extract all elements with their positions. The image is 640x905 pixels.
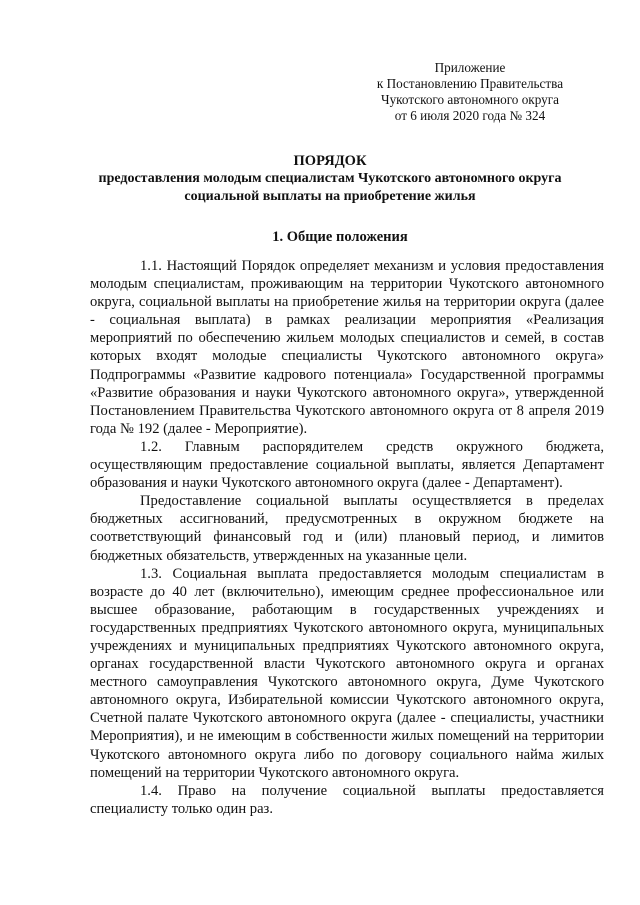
annex-line-1: Приложение [434, 60, 506, 75]
paragraph-1-4: 1.4. Право на получение социальной выплаты предоставляется специалисту только один раз. [90, 782, 604, 817]
paragraph-1-1: 1.1. Настоящий Порядок определяет механизм и условия предоставления молодым специалистам, проживающим на территории Чукотского автономного округа, социальной выплаты на приобретение жилья на территории округа (далее - социальная выплата) в рамках реализации мероприятия «Реализация мероприятий по обеспечению жильем молодых специалистов и семей, в состав которых входят молодые специалисты Чукотского автономного округа» Подпрограммы «Развитие кадрового потенциала» Государственной программы «Развитие образования и науки Чукотского автономного округа», утвержденной Постановлением Правительства Чукотского автономного округа от 8 апреля 2019 года № 192 (далее - Мероприятие). [90, 258, 604, 437]
title-main: ПОРЯДОК [293, 153, 367, 169]
title-subtitle: предоставления молодым специалистам Чукотского автономного округа социальной выплаты на приобретение жилья [98, 171, 562, 204]
annex-line-3: Чукотского автономного округа [381, 92, 559, 107]
annex-line-2: к Постановлению Правительства [376, 76, 564, 91]
paragraph-funding: Предоставление социальной выплаты осуществляется в пределах бюджетных ассигнований, предусмотренных в окружном бюджете на соответствующий финансовый год и (или) плановый период, и лимитов бюджетных обязательств, утвержденных на указанные цели. [90, 493, 604, 564]
annex-line-4: от 6 июля 2020 года № 324 [394, 108, 546, 123]
annex-block [360, 60, 580, 124]
document-title [80, 152, 580, 206]
document-body [90, 257, 604, 818]
paragraph-1-2: 1.2. Главным распорядителем средств окружного бюджета, осуществляющим предоставление социальной выплаты, является Департамент образования и науки Чукотского автономного округа (далее - Департамент). [90, 438, 604, 492]
paragraph-1-3: 1.3. Социальная выплата предоставляется молодым специалистам в возрасте до 40 лет (включительно), имеющим среднее профессиональное или высшее образование, работающим в государственных учреждениях и государственных предприятиях Чукотского автономного округа, муниципальных учреждениях и муниципальных предприятиях Чукотского автономного округа, органах государственной власти Чукотского автономного округа и органах местного самоуправления Чукотского автономного округа, Думе Чукотского автономного округа, Избирательной комиссии Чукотского автономного округа, Счетной палате Чукотского автономного округа (далее - специалисты, участники Мероприятия), и не имеющим в собственности жилых помещений на территории Чукотского автономного округа либо по договору социального найма жилых помещений на территории Чукотского автономного округа. [90, 565, 604, 781]
section-heading: 1. Общие положения [272, 229, 408, 245]
